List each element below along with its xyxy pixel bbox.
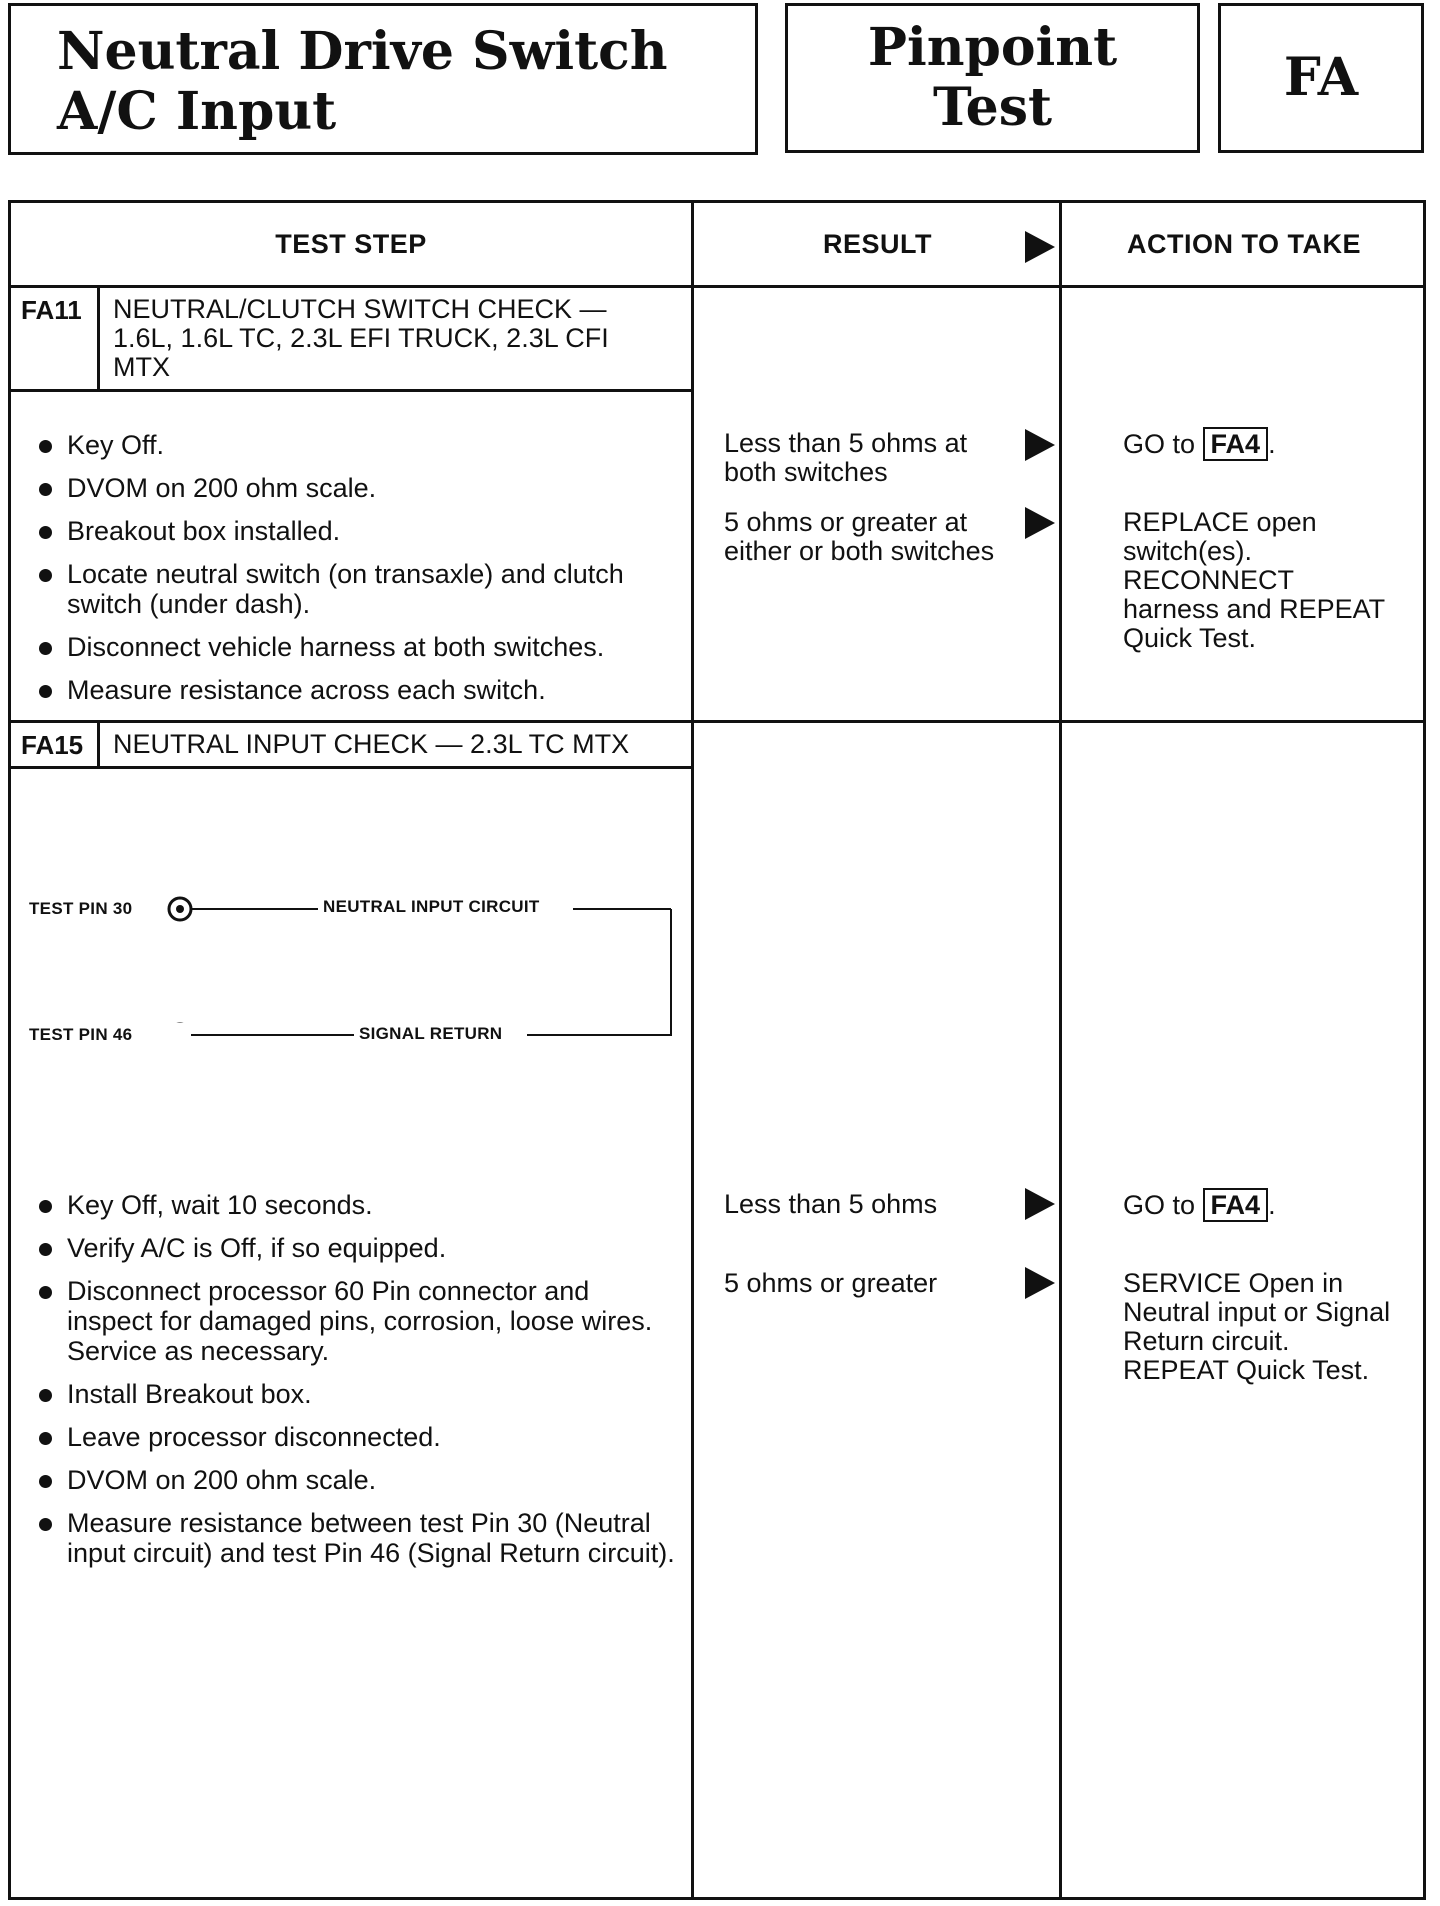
action-line: switch(es).	[1123, 536, 1253, 566]
arrow-right-icon	[1025, 507, 1055, 539]
action-go-to: GO to	[1123, 429, 1196, 459]
action-go-to: GO to	[1123, 1190, 1196, 1220]
col-header-result: RESULT	[823, 229, 932, 259]
arrow-right-icon	[1025, 429, 1055, 461]
code-box	[1218, 3, 1424, 153]
result-text	[724, 1190, 937, 1219]
test-code: FA	[1283, 47, 1359, 108]
list-item: Leave processor disconnected.	[37, 1422, 677, 1452]
step-id-divider	[97, 720, 100, 768]
step-reference: FA4	[1203, 1188, 1269, 1222]
test-pin-30-label: TEST PIN 30	[29, 899, 133, 918]
step-title-line: 1.6L, 1.6L TC, 2.3L EFI TRUCK, 2.3L CFI	[113, 323, 609, 353]
page-title-line-1: Neutral Drive Switch	[57, 21, 668, 82]
test-type-line-2: Test	[932, 77, 1053, 138]
page-title-line-2: A/C Input	[57, 81, 337, 142]
step-id: FA11	[21, 295, 82, 325]
arrow-right-icon	[1025, 1188, 1055, 1220]
step-instructions	[37, 430, 677, 705]
list-item: DVOM on 200 ohm scale.	[37, 473, 677, 503]
step-title-divider	[11, 766, 693, 769]
list-item: Measure resistance between test Pin 30 (Neutral input circuit) and test Pin 46 (Signal Return circuit).	[37, 1508, 677, 1568]
action-line: harness and REPEAT	[1123, 594, 1386, 624]
col-header-action: ACTION TO TAKE	[1127, 229, 1361, 259]
step-id-divider	[97, 285, 100, 391]
header-divider	[11, 285, 1423, 288]
action-text	[1123, 508, 1385, 653]
step-title-line: MTX	[113, 352, 170, 382]
result-text	[724, 429, 967, 487]
test-pin-30-dot	[176, 905, 184, 913]
action-line: Return circuit.	[1123, 1326, 1290, 1356]
test-type-box	[785, 3, 1200, 153]
action-text	[1123, 1269, 1390, 1385]
list-item: Install Breakout box.	[37, 1379, 677, 1409]
step-title-divider	[11, 389, 693, 392]
action-suffix: .	[1268, 1190, 1276, 1220]
result-text	[724, 1269, 937, 1298]
column-divider	[1059, 203, 1062, 1897]
action-text	[1123, 427, 1276, 461]
action-line: RECONNECT	[1123, 565, 1295, 595]
column-divider	[691, 203, 694, 1897]
result-text	[724, 508, 994, 566]
result-line: Less than 5 ohms	[724, 1189, 938, 1219]
result-line: both switches	[724, 457, 888, 487]
list-item: DVOM on 200 ohm scale.	[37, 1465, 677, 1495]
pinpoint-table	[8, 200, 1426, 1900]
action-text	[1123, 1188, 1276, 1222]
step-divider	[11, 720, 1423, 723]
action-line: Quick Test.	[1123, 623, 1257, 653]
action-suffix: .	[1268, 429, 1276, 459]
arrow-right-icon	[1025, 1267, 1055, 1299]
arrow-right-icon	[1025, 231, 1055, 263]
result-line: 5 ohms or greater	[724, 1268, 938, 1298]
action-line: SERVICE Open in	[1123, 1268, 1344, 1298]
test-type-line-1: Pinpoint	[867, 17, 1118, 78]
result-line: Less than 5 ohms at	[724, 428, 968, 458]
wiring-lines	[11, 863, 691, 1023]
list-item: Key Off.	[37, 430, 677, 460]
list-item: Disconnect processor 60 Pin connector and inspect for damaged pins, corrosion, loose wires. Service as necessary.	[37, 1276, 677, 1366]
action-line: Neutral input or Signal	[1123, 1297, 1391, 1327]
result-line: either or both switches	[724, 536, 995, 566]
neutral-input-circuit-label: NEUTRAL INPUT CIRCUIT	[323, 897, 540, 916]
test-pin-46-label: TEST PIN 46	[29, 1025, 133, 1044]
step-title	[113, 730, 629, 759]
list-item: Breakout box installed.	[37, 516, 677, 546]
action-line: REPEAT Quick Test.	[1123, 1355, 1370, 1385]
col-header-test-step: TEST STEP	[275, 229, 427, 259]
list-item: Verify A/C is Off, if so equipped.	[37, 1233, 677, 1263]
step-title-line: NEUTRAL INPUT CHECK — 2.3L TC MTX	[113, 729, 630, 759]
step-instructions	[37, 1190, 677, 1568]
list-item: Locate neutral switch (on transaxle) and clutch switch (under dash).	[37, 559, 677, 619]
step-title-line: NEUTRAL/CLUTCH SWITCH CHECK —	[113, 294, 607, 324]
list-item: Key Off, wait 10 seconds.	[37, 1190, 677, 1220]
step-id: FA15	[21, 730, 84, 760]
step-reference: FA4	[1203, 427, 1269, 461]
result-line: 5 ohms or greater at	[724, 507, 968, 537]
signal-return-label: SIGNAL RETURN	[359, 1024, 503, 1043]
list-item: Disconnect vehicle harness at both switches.	[37, 632, 677, 662]
step-title	[113, 295, 609, 382]
action-line: REPLACE open	[1123, 507, 1317, 537]
title-box	[8, 3, 758, 155]
list-item: Measure resistance across each switch.	[37, 675, 677, 705]
